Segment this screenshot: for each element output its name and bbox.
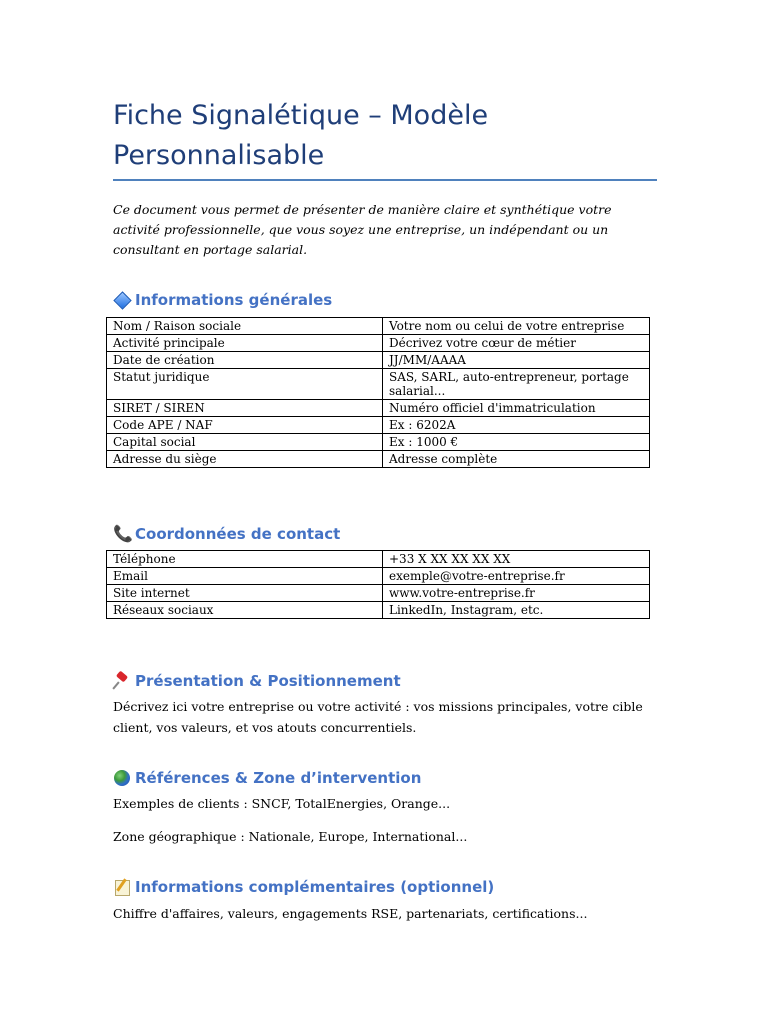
row-value: Adresse complète [383,451,650,468]
table-row [107,417,650,434]
row-value: exemple@votre-entreprise.fr [383,568,650,585]
row-label: Nom / Raison sociale [107,318,383,335]
section-heading-references [113,767,421,789]
presentation-text: Décrivez ici votre entreprise ou votre activité : vos missions principales, votre cible client, vos valeurs, et vos atouts concurrentiels. [113,699,643,735]
row-label: Réseaux sociaux [107,602,383,619]
row-label: Adresse du siège [107,451,383,468]
row-value: +33 X XX XX XX XX [383,551,650,568]
diamond-icon [113,291,131,309]
contact-info-table [106,550,650,619]
section-heading-contact-label: Coordonnées de contact [135,525,341,543]
section-heading-extra [113,876,494,898]
pushpin-icon [113,672,131,690]
title-divider [113,179,657,181]
row-label: Date de création [107,352,383,369]
extra-text: Chiffre d'affaires, valeurs, engagements RSE, partenariats, certifications... [113,906,588,921]
row-value: Ex : 6202A [383,417,650,434]
references-clients: Exemples de clients : SNCF, TotalEnergies, Orange... [113,796,451,811]
references-zone: Zone géographique : Nationale, Europe, International... [113,829,468,844]
section-heading-general-label: Informations générales [135,291,333,309]
row-label: Statut juridique [107,369,383,400]
row-value: www.votre-entreprise.fr [383,585,650,602]
telephone-icon: 📞 [113,524,133,543]
row-value: Ex : 1000 € [383,434,650,451]
section-heading-contact [113,523,340,545]
section-heading-presentation-label: Présentation & Positionnement [135,672,401,690]
table-row [107,568,650,585]
table-row [107,551,650,568]
table-row [107,335,650,352]
table-row [107,585,650,602]
row-value: Numéro officiel d'immatriculation [383,400,650,417]
table-row [107,451,650,468]
general-info-table [106,317,650,468]
row-label: Code APE / NAF [107,417,383,434]
row-label: SIRET / SIREN [107,400,383,417]
intro-paragraph: Ce document vous permet de présenter de manière claire et synthétique votre activité professionnelle, que vous soyez une entreprise, un indépendant ou un consultant en portage salarial. [113,202,612,257]
table-row [107,352,650,369]
row-value: Votre nom ou celui de votre entreprise [383,318,650,335]
memo-icon [113,878,131,896]
table-row [107,434,650,451]
row-label: Activité principale [107,335,383,352]
globe-icon [113,769,131,787]
section-heading-references-label: Références & Zone d’intervention [135,769,422,787]
section-heading-extra-label: Informations complémentaires (optionnel) [135,878,495,896]
table-row [107,400,650,417]
section-heading-presentation [113,670,401,692]
row-value: LinkedIn, Instagram, etc. [383,602,650,619]
row-value: Décrivez votre cœur de métier [383,335,650,352]
row-label: Capital social [107,434,383,451]
section-heading-general [113,289,332,311]
row-label: Email [107,568,383,585]
page-title: Fiche Signalétique – Modèle Personnalisable [113,100,489,171]
table-row [107,369,650,400]
row-label: Téléphone [107,551,383,568]
table-row [107,318,650,335]
table-row [107,602,650,619]
row-value: JJ/MM/AAAA [383,352,650,369]
row-label: Site internet [107,585,383,602]
row-value: SAS, SARL, auto-entrepreneur, portage salarial... [383,369,650,400]
